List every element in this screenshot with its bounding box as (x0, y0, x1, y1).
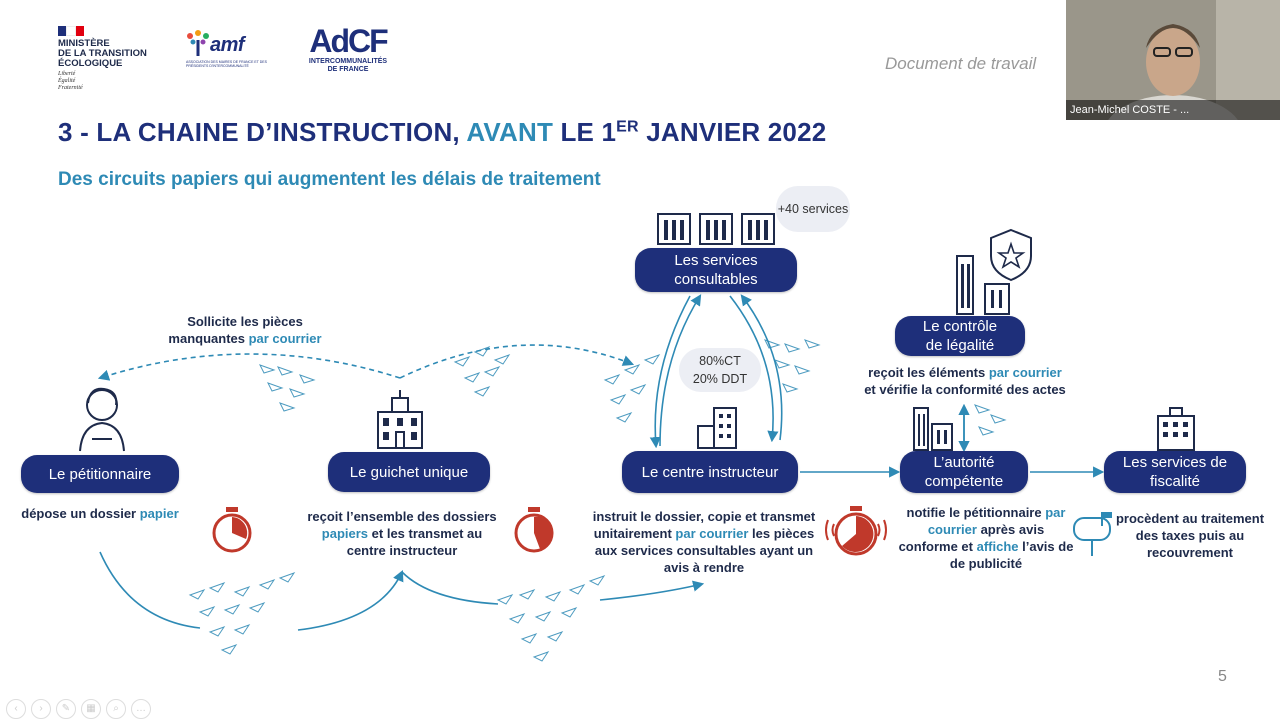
node-centre-instructeur: Le centre instructeur (622, 451, 798, 493)
stopwatch-icon (510, 503, 558, 555)
amf-name: amf (210, 34, 245, 56)
autorite-highlight-1: par (1045, 505, 1066, 520)
centre-line-2a: unitairement (593, 526, 676, 541)
motto-line-3: Fraternité (58, 85, 83, 91)
autorite-caption (896, 504, 1076, 572)
guichet-line-1: reçoit l’ensemble des dossiers (307, 509, 497, 524)
autorite-highlight-3: affiche (976, 539, 1019, 554)
guichet-line-2: et les transmet au (368, 526, 483, 541)
town-hall-icon (374, 390, 426, 450)
title-sup: ER (616, 118, 639, 136)
petitionnaire-desc: dépose un dossier (21, 506, 140, 521)
title-part-3: JANVIER 2022 (638, 117, 827, 147)
centre-highlight: par courrier (675, 526, 749, 541)
paper-planes-icon (455, 347, 509, 396)
slides-grid-icon[interactable]: ▦ (81, 699, 101, 719)
controle-line-1: reçoit les éléments (868, 365, 989, 380)
guichet-highlight: papiers (321, 526, 369, 541)
node-petitionnaire: Le pétitionnaire (21, 455, 179, 493)
petitionnaire-caption (14, 505, 186, 522)
next-slide-icon[interactable]: › (31, 699, 51, 719)
petitionnaire-highlight: papier (139, 506, 179, 521)
title-part-1: 3 - LA CHAINE D’INSTRUCTION, (58, 117, 467, 147)
sollicite-highlight: par courrier (248, 331, 322, 346)
ratio-ct: 80%CT (699, 354, 741, 368)
buildings-icon (656, 210, 776, 246)
centre-caption (584, 508, 824, 576)
title-part-2: LE 1 (553, 117, 617, 147)
autorite-line-3a: conforme et (898, 539, 977, 554)
autorite-line-3b: l’avis de (1018, 539, 1074, 554)
adcf-sub-2: DE FRANCE (327, 66, 369, 73)
document-label: Document de travail (885, 54, 1037, 73)
slide-toolbar (6, 699, 151, 719)
participant-name: Jean-Michel COSTE - ... (1066, 100, 1280, 120)
autorite-line-1: notifie le pétitionnaire (906, 505, 1046, 520)
paper-planes-icon (605, 355, 659, 422)
motto-line-2: Égalité (58, 78, 76, 84)
services-count-bubble: +40 services (776, 186, 850, 232)
sollicite-line-1: Sollicite les pièces (187, 314, 303, 329)
ratio-bubble (679, 348, 761, 392)
more-options-icon[interactable]: … (131, 699, 151, 719)
authority-buildings-icon (910, 404, 956, 452)
node-guichet-unique: Le guichet unique (328, 452, 490, 492)
centre-line-3: aux services consultables ayant un (594, 543, 814, 558)
ratio-ddt: 20% DDT (692, 372, 748, 386)
centre-line-1: instruit le dossier, copie et transmet (592, 509, 816, 524)
paper-planes-icon (975, 405, 1005, 435)
node-services-consultables: Les services consultables (635, 248, 797, 292)
paper-planes-icon (498, 576, 604, 661)
node-controle-legalite: Le contrôle de légalité (895, 316, 1025, 356)
guichet-line-3: centre instructeur (346, 543, 458, 558)
zoom-icon[interactable]: ⌕ (106, 699, 126, 719)
centre-line-4: avis à rendre (663, 560, 745, 575)
controle-line-2: et vérifie la conformité des actes (864, 382, 1066, 397)
fiscalite-line-3: recouvrement (1147, 545, 1233, 560)
legality-control-icon (955, 228, 1035, 316)
stopwatch-icon (208, 503, 256, 555)
paper-planes-icon (260, 365, 314, 411)
slide-subtitle: Des circuits papiers qui augmentent les délais de traitement (58, 169, 601, 190)
fiscalite-line-1: procèdent au traitement (1115, 511, 1265, 526)
ministry-line-1: MINISTÈRE (58, 38, 110, 49)
fiscalite-caption (1110, 510, 1270, 561)
controle-highlight: par courrier (988, 365, 1062, 380)
autorite-line-2: après avis (976, 522, 1045, 537)
sollicite-caption (160, 313, 330, 347)
amf-subtitle: ASSOCIATION DES MAIRES DE FRANCE ET DES PRÉSIDENTS D'INTERCOMMUNALITÉ (186, 60, 267, 68)
paper-planes-icon (765, 340, 819, 392)
pen-icon[interactable]: ✎ (56, 699, 76, 719)
tax-office-icon (1156, 406, 1196, 452)
fiscalite-line-2: des taxes puis au (1135, 528, 1245, 543)
adcf-sub-1: INTERCOMMUNALITÉS (308, 58, 388, 65)
previous-slide-icon[interactable]: ‹ (6, 699, 26, 719)
centre-line-2b: les pièces (748, 526, 815, 541)
guichet-caption (304, 508, 500, 559)
adcf-name: AdCF (309, 23, 387, 59)
node-autorite-competente: L’autorité compétente (900, 451, 1028, 493)
ministry-line-2: DE LA TRANSITION (58, 48, 147, 59)
sollicite-line-2: manquantes (168, 331, 249, 346)
ministry-line-3: ÉCOLOGIQUE (58, 58, 123, 69)
title-highlight: AVANT (466, 117, 554, 147)
controle-caption (856, 364, 1074, 398)
autorite-highlight-2: courrier (927, 522, 977, 537)
autorite-line-4: de publicité (949, 556, 1023, 571)
stopwatch-alarm-icon (820, 500, 892, 562)
page-number: 5 (1218, 668, 1227, 685)
paper-planes-icon (190, 573, 294, 654)
motto-line-1: Liberté (58, 71, 76, 77)
office-building-icon (694, 402, 742, 450)
node-services-fiscalite: Les services de fiscalité (1104, 451, 1246, 493)
petitioner-person-icon (74, 383, 130, 453)
